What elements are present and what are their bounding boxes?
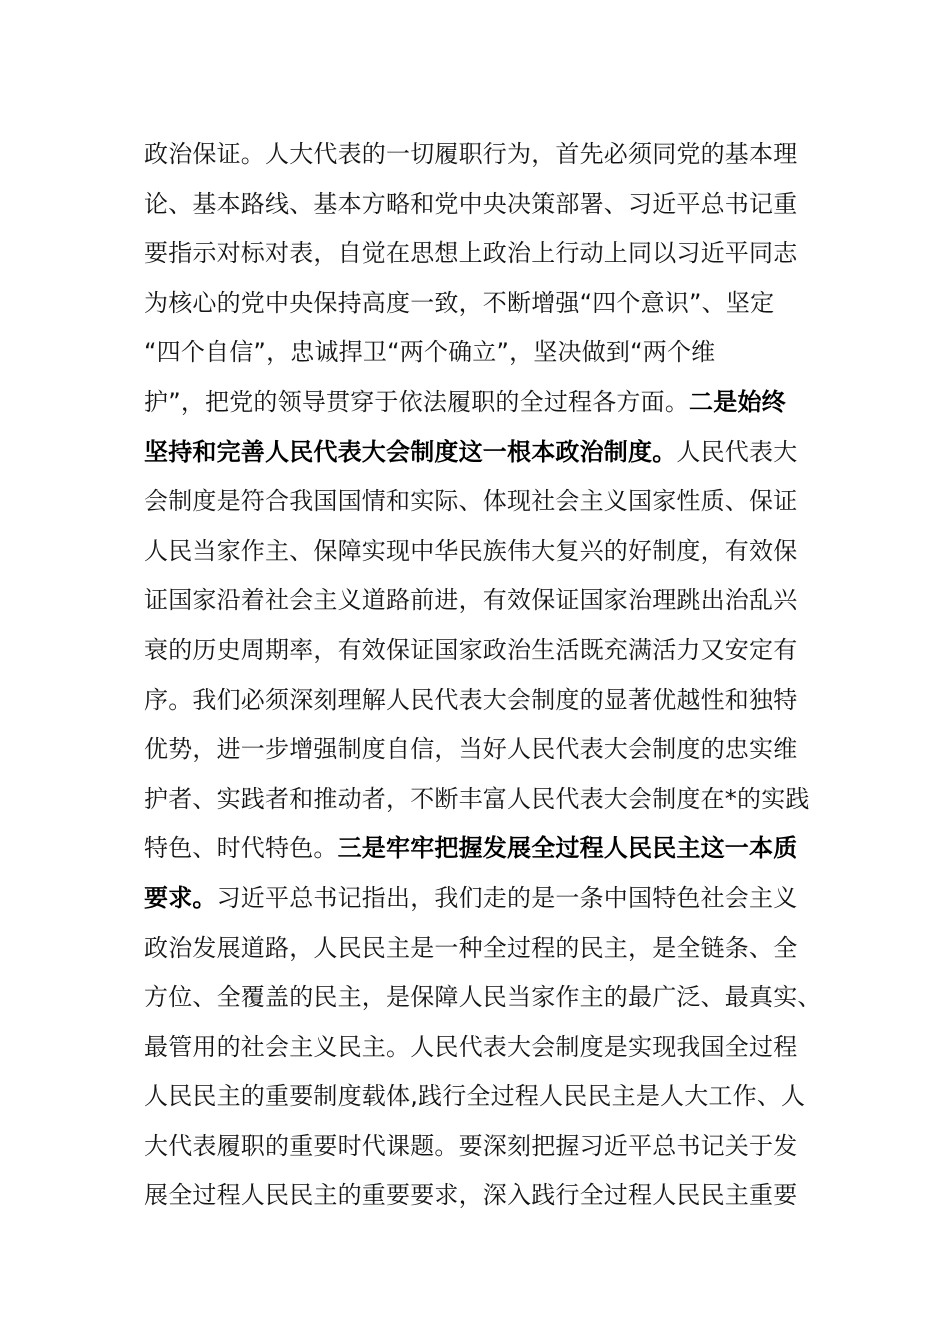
text-run: 护者、实践者和推动者，不断丰富人民代表大会制度在*的实践: [144, 784, 810, 813]
text-line: [144, 1171, 814, 1221]
text-line: [144, 775, 814, 825]
text-line: [144, 428, 814, 478]
text-run: 习近平总书记指出，我们走的是一条中国特色社会主义: [216, 883, 798, 912]
bold-heading-run: 三是牢牢把握发展全过程人民民主这一本质: [337, 834, 798, 863]
text-line: [144, 328, 814, 378]
text-run: 衰的历史周期率，有效保证国家政治生活既充满活力又安定有: [144, 635, 798, 664]
text-line: [144, 477, 814, 527]
text-line: [144, 824, 814, 874]
bold-heading-run: 坚持和完善人民代表大会制度这一根本政治制度。: [144, 437, 677, 466]
text-run: 大代表履职的重要时代课题。要深刻把握习近平总书记关于发: [144, 1131, 798, 1160]
text-line: [144, 924, 814, 974]
text-line: [144, 130, 814, 180]
text-line: [144, 1023, 814, 1073]
text-run: “四个自信”，忠诚捍卫“两个确立”，坚决做到“两个维: [144, 338, 716, 367]
bold-heading-run: 要求。: [144, 883, 217, 912]
text-line: [144, 874, 814, 924]
text-line: [144, 626, 814, 676]
text-line: [144, 378, 814, 428]
text-run: 优势，进一步增强制度自信，当好人民代表大会制度的忠实维: [144, 735, 798, 764]
text-run: 人民当家作主、保障实现中华民族伟大复兴的好制度，有效保: [144, 536, 798, 565]
text-run: 人民民主的重要制度载体,践行全过程人民民主是人大工作、人: [144, 1082, 806, 1111]
text-line: [144, 279, 814, 329]
text-run: 方位、全覆盖的民主，是保障人民当家作主的最广泛、最真实、: [144, 983, 822, 1012]
text-run: 最管用的社会主义民主。人民代表大会制度是实现我国全过程: [144, 1032, 798, 1061]
text-line: [144, 973, 822, 1023]
body-text: [144, 130, 822, 1221]
text-line: [144, 725, 814, 775]
text-run: 护”，把党的领导贯穿于依法履职的全过程各方面。: [144, 387, 690, 416]
text-run: 为核心的党中央保持高度一致，不断增强“四个意识”、坚定: [144, 288, 775, 317]
text-line: [144, 527, 814, 577]
text-line: [144, 676, 814, 726]
text-run: 证国家沿着社会主义道路前进，有效保证国家治理跳出治乱兴: [144, 586, 798, 615]
bold-heading-run: 二是始终: [689, 387, 786, 416]
text-line: [144, 576, 814, 626]
text-line: [144, 1122, 814, 1172]
text-run: 要指示对标对表，自觉在思想上政治上行动上同以习近平同志: [144, 239, 798, 268]
text-line: [144, 180, 814, 230]
text-run: 人民代表大: [676, 437, 798, 466]
text-line: [144, 229, 814, 279]
text-run: 展全过程人民民主的重要要求，深入践行全过程人民民主重要: [144, 1181, 798, 1210]
text-run: 论、基本路线、基本方略和党中央决策部署、习近平总书记重: [144, 189, 798, 218]
text-line: [144, 1072, 814, 1122]
text-run: 政治发展道路，人民民主是一种全过程的民主，是全链条、全: [144, 933, 798, 962]
text-run: 序。我们必须深刻理解人民代表大会制度的显著优越性和独特: [144, 685, 798, 714]
text-run: 特色、时代特色。: [144, 834, 338, 863]
text-run: 会制度是符合我国国情和实际、体现社会主义国家性质、保证: [144, 487, 798, 516]
text-run: 政治保证。人大代表的一切履职行为，首先必须同党的基本理: [144, 140, 798, 168]
